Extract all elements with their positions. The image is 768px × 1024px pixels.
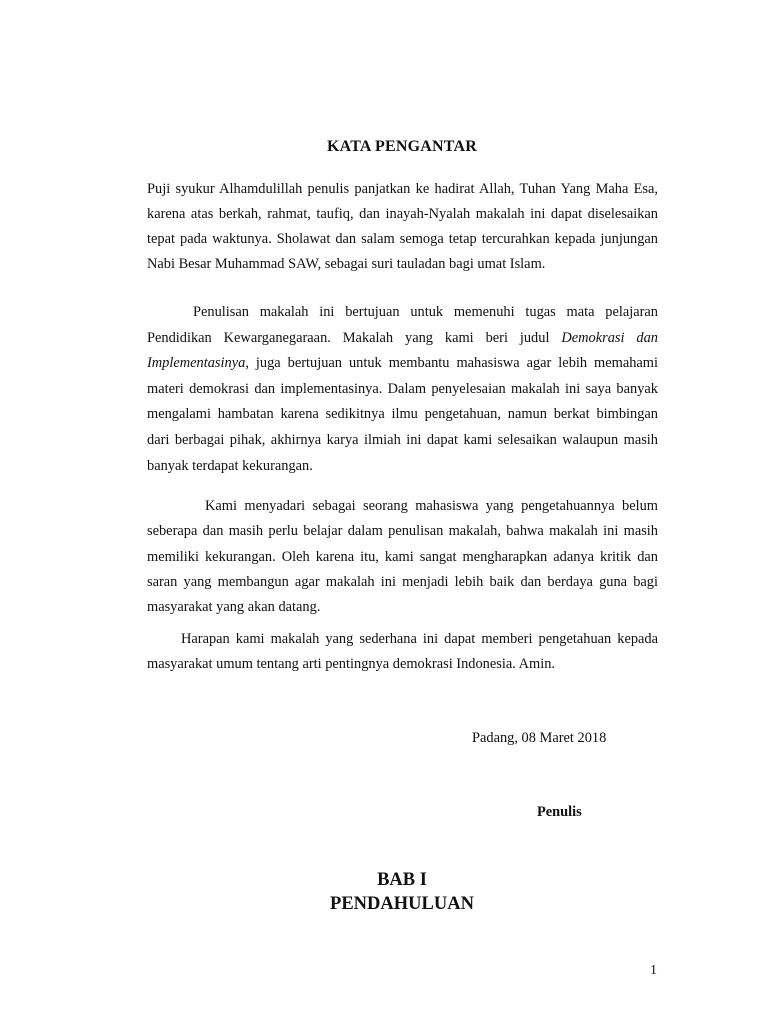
place-date: Padang, 08 Maret 2018: [472, 730, 607, 746]
chapter-title: PENDAHULUAN: [330, 894, 474, 914]
paragraph-3-text: Kami menyadari sebagai seorang mahasiswa yang pengetahuannya belum seberapa dan masih perlu belajar dalam penulisan makalah, bahwa makalah ini masih memiliki kekurangan. Oleh karena itu, kami sangat mengharapkan adanya kritik dan saran yang membangun agar makalah ini menjadi lebih baik dan berdaya guna bagi masyarakat yang akan datang.: [147, 498, 658, 616]
paragraph-2-end: , juga bertujuan untuk membantu mahasiswa agar lebih memahami materi demokrasi dan implementasinya. Dalam penyelesaian makalah ini saya banyak mengalami hambatan karena sedikitnya ilmu pengetahuan, namun berkat bimbingan dari berbagai pihak, akhirnya karya ilmiah ini dapat kami selesaikan walaupun masih banyak terdapat kekurangan.: [147, 355, 658, 474]
signer: Penulis: [537, 804, 582, 820]
paragraph-4: [147, 627, 658, 677]
paragraph-1-text: Puji syukur Alhamdulillah penulis panjatkan ke hadirat Allah, Tuhan Yang Maha Esa, karena atas berkah, rahmat, taufiq, dan inayah-Nyalah makalah ini dapat diselesaikan tepat pada waktunya. Sholawat dan salam semoga tetap tercurahkan kepada junjungan Nabi Besar Muhammad SAW, sebagai suri tauladan bagi umat Islam.: [147, 181, 658, 272]
chapter-heading: [0, 868, 768, 916]
paragraph-2-start: Penulisan makalah ini bertujuan untuk memenuhi tugas mata pelajaran Pendidikan Kewarganegaraan. Makalah yang kami beri judul: [147, 304, 658, 346]
page-number: 1: [650, 963, 657, 978]
paragraph-2: [147, 300, 658, 479]
paragraph-4-text: Harapan kami makalah yang sederhana ini dapat memberi pengetahuan kepada masyarakat umum tentang arti pentingnya demokrasi Indonesia. Amin.: [147, 631, 658, 672]
paragraph-1: [147, 177, 658, 277]
paragraph-2-text: [147, 300, 658, 479]
page-title: KATA PENGANTAR: [327, 138, 477, 155]
chapter-number: BAB I: [377, 870, 427, 890]
paper-title-italic: Demokrasi dan Implementasinya: [147, 329, 658, 372]
paragraph-3: [147, 494, 658, 620]
